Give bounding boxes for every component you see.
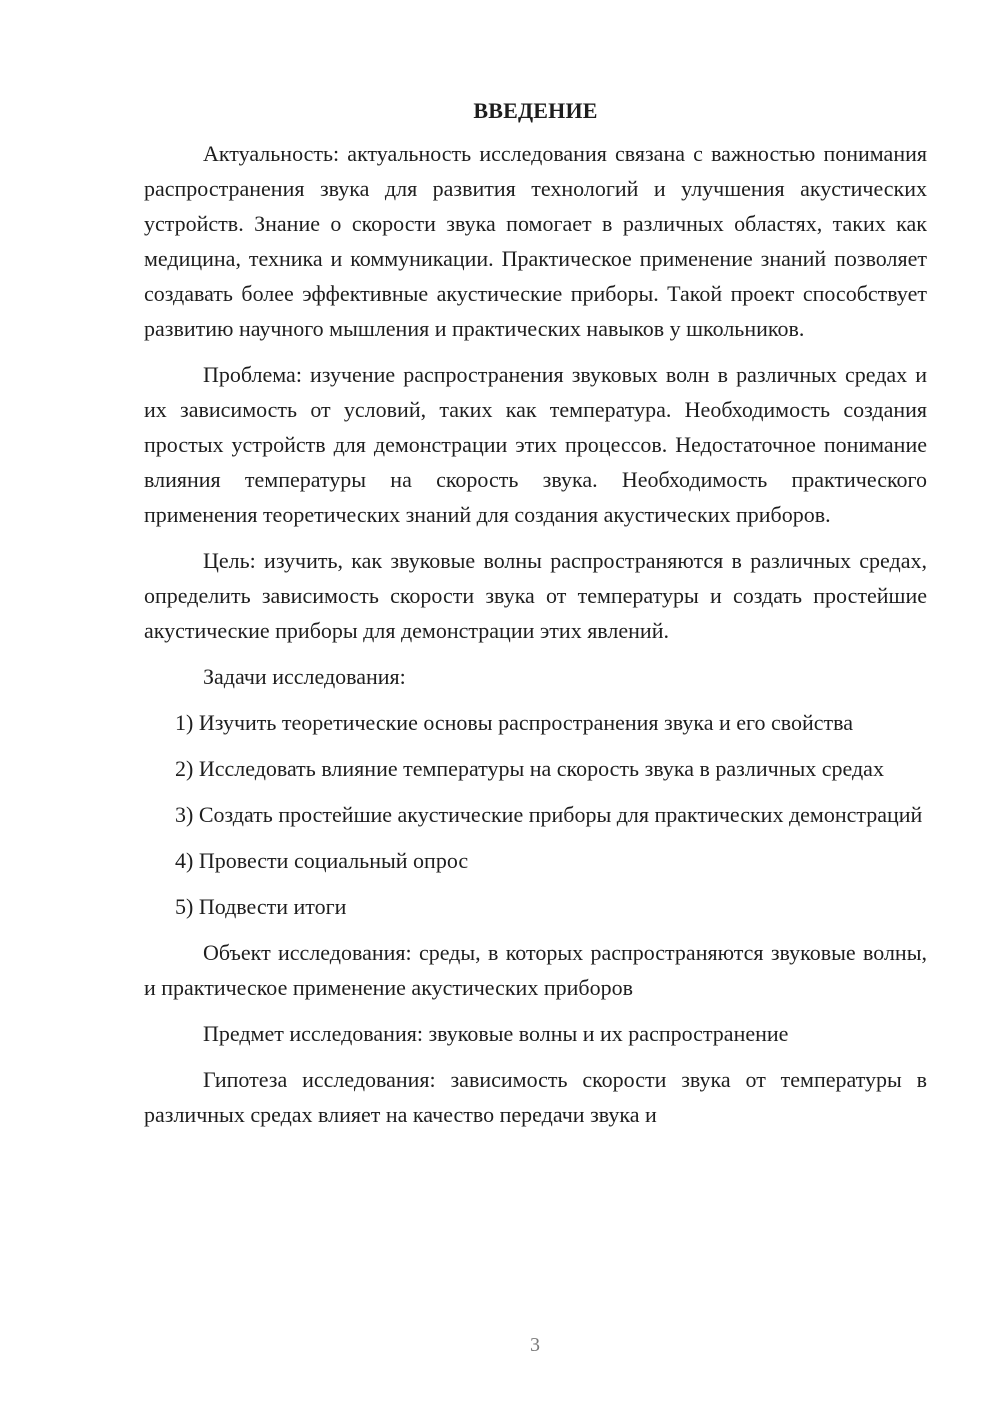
tasks-label: Задачи исследования: xyxy=(203,664,406,689)
list-item: 2) Исследовать влияние температуры на скорость звука в различных средах xyxy=(175,756,884,781)
paragraph-object: Объект исследования: среды, в которых распространяются звуковые волны, и практическое применение акустических приборов xyxy=(144,940,927,1000)
list-item: 1) Изучить теоретические основы распространения звука и его свойства xyxy=(175,710,854,735)
page-content xyxy=(144,96,927,1132)
paragraph-subject: Предмет исследования: звуковые волны и их распространение xyxy=(203,1021,789,1046)
list-item: 3) Создать простейшие акустические приборы для практических демонстраций xyxy=(175,802,923,827)
tasks-list xyxy=(144,705,927,924)
paragraph-hypothesis: Гипотеза исследования: зависимость скорости звука от температуры в различных средах влияет на качество передачи звука и xyxy=(144,1067,927,1127)
list-item: 4) Провести социальный опрос xyxy=(175,848,469,873)
paragraph-relevance: Актуальность: актуальность исследования связана с важностью понимания распространения звука для развития технологий и улучшения акустических устройств. Знание о скорости звука помогает в различных областях, таких как медицина, техника и коммуникации. Практическое применение знаний позволяет создавать более эффективные акустические приборы. Такой проект способствует развитию научного мышления и практических навыков у школьников. xyxy=(144,141,927,341)
paragraph-goal: Цель: изучить, как звуковые волны распространяются в различных средах, определить зависимость скорости звука от температуры и создать простейшие акустические приборы для демонстрации этих явлений. xyxy=(144,548,927,643)
paragraph-problem: Проблема: изучение распространения звуковых волн в различных средах и их зависимость от условий, таких как температура. Необходимость создания простых устройств для демонстрации этих процессов. Недостаточное понимание влияния температуры на скорость звука. Необходимость практического применения теоретических знаний для создания акустических приборов. xyxy=(144,362,927,527)
section-heading: ВВЕДЕНИЕ xyxy=(473,98,598,123)
page-number: 3 xyxy=(530,1334,540,1356)
list-item: 5) Подвести итоги xyxy=(175,894,347,919)
